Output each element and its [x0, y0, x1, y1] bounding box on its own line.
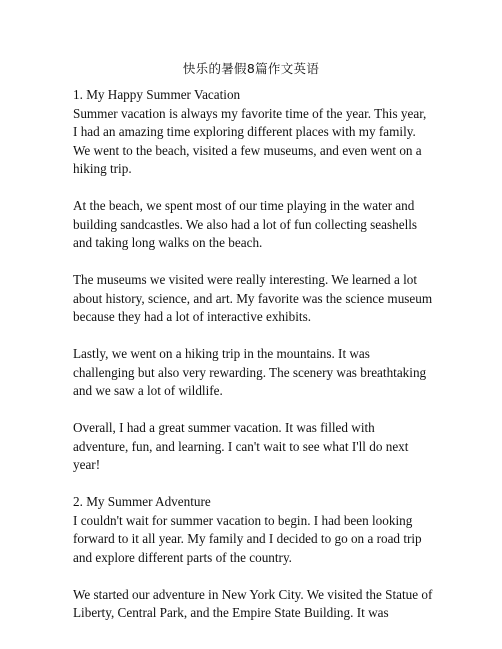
section-1-paragraph-2: At the beach, we spent most of our time playing in the water and building sandcastles. We also had a lot of fun collecting seashells and taking long walks on the beach. — [73, 198, 418, 250]
section-1-heading: 1. My Happy Summer Vacation — [73, 87, 241, 102]
section-1-paragraph-1: Summer vacation is always my favorite time of the year. This year, I had an amazing time exploring different places with my family. We went to the beach, visited a few museums, and even went on a hiking trip. — [73, 105, 427, 176]
section-2-paragraph-2: We started our adventure in New York City. We visited the Statue of Liberty, Central Park, and the Empire State Building. It was — [73, 586, 433, 620]
section-2-heading: 2. My Summer Adventure — [73, 494, 211, 509]
section-1-paragraph-3: The museums we visited were really interesting. We learned a lot about history, science, and art. My favorite was the science museum because they had a lot of interactive exhibits. — [73, 272, 433, 324]
section-1-paragraph-5: Overall, I had a great summer vacation. It was filled with adventure, fun, and learning. I can't wait to see what I'll do next year! — [73, 420, 409, 472]
section-1-paragraph-4: Lastly, we went on a hiking trip in the mountains. It was challenging but also very rewarding. The scenery was breathtaking and we saw a lot of wildlife. — [73, 346, 427, 398]
section-2-paragraph-1: I couldn't wait for summer vacation to begin. I had been looking forward to it all year. My family and I decided to go on a road trip and explore different parts of the country. — [73, 512, 422, 565]
document-title: 快乐的暑假8篇作文英语 — [182, 61, 320, 76]
document-body — [73, 86, 433, 641]
